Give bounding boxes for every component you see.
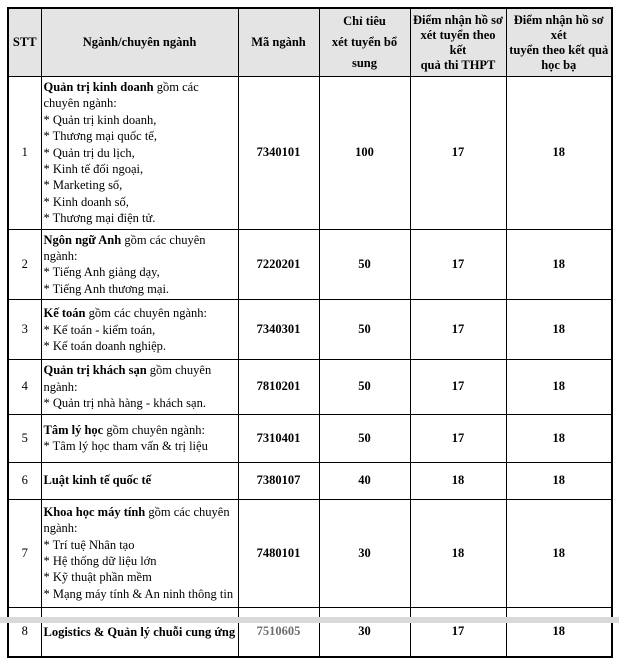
specialization-item: * Trí tuệ Nhân tạo (43, 537, 135, 552)
cell-score-hocba: 18 (506, 229, 612, 300)
cell-major-code: 7510605 (238, 607, 319, 657)
cell-score-hocba: 18 (506, 77, 612, 230)
cell-major (41, 462, 238, 499)
cell-stt: 1 (8, 77, 41, 230)
header-label-line: học bạ (541, 57, 577, 72)
cell-score-thpt: 17 (410, 607, 506, 657)
cell-major-code: 7810201 (238, 360, 319, 414)
header-label-line: Điểm nhận hồ sơ (413, 12, 503, 27)
specialization-item: * Kinh doanh số, (43, 194, 129, 209)
major-name: Luật kinh tế quốc tế (43, 473, 152, 488)
header-label-line: xét tuyển bổ sung (331, 35, 398, 70)
col-header-major (41, 8, 238, 77)
major-title (44, 232, 236, 265)
cell-quota: 100 (319, 77, 410, 230)
cell-major (41, 229, 238, 300)
header-label: STT (12, 35, 37, 49)
cell-major-code: 7340301 (238, 300, 319, 360)
specialization-item: * Quản trị du lịch, (43, 145, 135, 160)
cell-score-hocba: 18 (506, 607, 612, 657)
header-label-line: quả thi THPT (420, 57, 496, 72)
cell-quota: 50 (319, 360, 410, 414)
major-name: Logistics & Quản lý chuỗi cung ứng (43, 624, 236, 639)
table-row (8, 607, 612, 657)
cell-stt: 8 (8, 607, 41, 657)
major-suffix: gồm các chuyên ngành: (43, 80, 199, 111)
major-title (44, 422, 236, 438)
table-row (8, 499, 612, 607)
cell-major (41, 414, 238, 462)
major-name: Kế toán (43, 306, 86, 321)
cell-quota: 50 (319, 229, 410, 300)
cell-score-hocba: 18 (506, 300, 612, 360)
cell-score-hocba: 18 (506, 414, 612, 462)
cell-stt: 7 (8, 499, 41, 607)
cell-stt: 2 (8, 229, 41, 300)
specialization-item: * Thương mại quốc tế, (43, 129, 157, 144)
cell-quota: 30 (319, 607, 410, 657)
major-title (44, 472, 236, 488)
cell-stt: 5 (8, 414, 41, 462)
specialization-item: * Marketing số, (43, 178, 123, 193)
specialization-item: * Tiếng Anh giảng dạy, (43, 265, 160, 280)
cell-score-thpt: 17 (410, 300, 506, 360)
table-row (8, 414, 612, 462)
col-header-stt (8, 8, 41, 77)
cell-major-code: 7480101 (238, 499, 319, 607)
major-name: Tâm lý học (43, 422, 104, 437)
cell-score-thpt: 17 (410, 229, 506, 300)
table-row (8, 360, 612, 414)
header-label: Mã ngành (251, 35, 306, 49)
table-row (8, 300, 612, 360)
cell-score-thpt: 18 (410, 462, 506, 499)
cell-stt: 4 (8, 360, 41, 414)
major-title (44, 624, 236, 640)
cell-quota: 50 (319, 300, 410, 360)
table-row (8, 77, 612, 230)
specialization-item: * Kỹ thuật phần mềm (43, 570, 152, 585)
cell-major-code: 7340101 (238, 77, 319, 230)
cell-major (41, 300, 238, 360)
col-header-quota (319, 8, 410, 77)
major-name: Ngôn ngữ Anh (43, 232, 122, 247)
cell-score-thpt: 18 (410, 499, 506, 607)
cell-quota: 50 (319, 414, 410, 462)
cell-major (41, 499, 238, 607)
cell-major-code: 7220201 (238, 229, 319, 300)
specialization-item: * Kinh tế đối ngoại, (43, 162, 144, 177)
cell-stt: 6 (8, 462, 41, 499)
header-label-line: Điểm nhận hồ sơ xét (513, 12, 604, 42)
major-name: Quản trị kinh doanh (43, 80, 154, 94)
major-name: Khoa học máy tính (43, 504, 146, 519)
col-header-score-thpt (410, 8, 506, 77)
specialization-item: * Mạng máy tính & An ninh thông tin (43, 586, 234, 601)
major-title (44, 305, 236, 321)
major-title (44, 504, 236, 537)
specialization-item: * Tâm lý học tham vấn & trị liệu (43, 439, 208, 453)
major-title (44, 362, 236, 395)
major-suffix: gồm các chuyên ngành: (43, 232, 206, 264)
table-header-row (8, 8, 612, 77)
table-row (8, 229, 612, 300)
major-suffix: gồm các chuyên ngành: (43, 504, 230, 536)
cell-score-thpt: 17 (410, 414, 506, 462)
specialization-item: * Hệ thống dữ liệu lớn (43, 554, 157, 568)
cell-score-hocba: 18 (506, 499, 612, 607)
cell-score-hocba: 18 (506, 360, 612, 414)
major-suffix: gồm chuyên ngành: (103, 422, 205, 437)
cell-score-hocba: 18 (506, 462, 612, 499)
cell-major-code: 7380107 (238, 462, 319, 499)
specialization-item: * Quản trị nhà hàng - khách sạn. (43, 396, 206, 411)
major-title (44, 79, 236, 112)
specialization-item: * Kế toán doanh nghiệp. (43, 338, 167, 353)
cell-major (41, 607, 238, 657)
cell-score-thpt: 17 (410, 360, 506, 414)
major-name: Quản trị khách sạn (43, 363, 147, 378)
major-suffix: gồm các chuyên ngành: (85, 306, 207, 321)
screenshot-bottom-edge (0, 617, 619, 623)
cell-stt: 3 (8, 300, 41, 360)
col-header-score-hocba (506, 8, 612, 77)
header-label-line: xét tuyển theo kết (420, 27, 496, 57)
specialization-item: * Tiếng Anh thương mại. (43, 281, 170, 296)
cell-major-code: 7310401 (238, 414, 319, 462)
header-label-line: Chỉ tiêu (343, 14, 386, 28)
admission-score-table (7, 7, 613, 658)
cell-score-thpt: 17 (410, 77, 506, 230)
cell-major (41, 77, 238, 230)
specialization-item: * Quản trị kinh doanh, (43, 112, 157, 127)
cell-quota: 30 (319, 499, 410, 607)
header-label: Ngành/chuyên ngành (82, 35, 197, 49)
specialization-item: * Kế toán - kiểm toán, (43, 322, 156, 337)
major-suffix: gồm chuyên ngành: (43, 363, 212, 394)
table-row (8, 462, 612, 499)
header-label-line: tuyển theo kết quả (509, 42, 609, 57)
col-header-code (238, 8, 319, 77)
cell-major (41, 360, 238, 414)
specialization-item: * Thương mại điện tử. (43, 211, 156, 226)
cell-quota: 40 (319, 462, 410, 499)
